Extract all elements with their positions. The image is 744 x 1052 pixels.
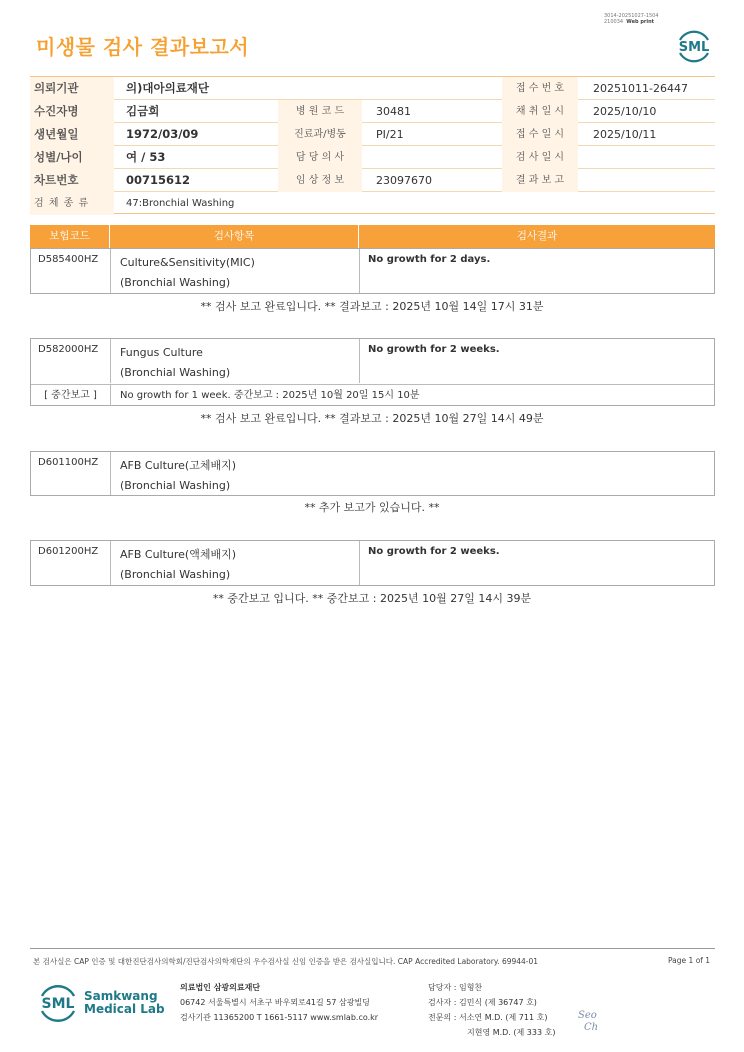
logo-text: SML: [678, 40, 710, 55]
info-value: 2025/10/11: [593, 128, 657, 141]
test-item-name: Culture&Sensitivity(MIC): [120, 256, 255, 269]
print-meta-line1: 3014-20251027-1504: [604, 13, 659, 19]
patient-info-table: [30, 76, 715, 214]
test-code: D585400HZ: [38, 254, 99, 265]
test-item-specimen: (Bronchial Washing): [120, 276, 231, 289]
info-value: 30481: [376, 105, 411, 118]
staff-specialist-2: 지현영 M.D. (제 333 호): [467, 1028, 556, 1037]
org-name: 의료법인 삼광의료재단: [180, 983, 261, 992]
test-status: ** 검사 보고 완료입니다. ** 결과보고 : 2025년 10월 27일 14시 49분: [200, 412, 544, 425]
results-header: [30, 225, 715, 248]
test-item: [120, 253, 255, 293]
footer-logo-text: SML: [41, 996, 75, 1012]
info-value: 여 / 53: [126, 150, 166, 164]
interim-label: [ 중간보고 ]: [44, 390, 97, 401]
info-value: 2025/10/10: [593, 105, 657, 118]
info-value: 1972/03/09: [126, 127, 199, 141]
info-value: 20251011-26447: [593, 82, 688, 95]
staff-info: [428, 980, 555, 1040]
test-item-specimen: (Bronchial Washing): [120, 568, 231, 581]
test-item-name: AFB Culture(고체배지): [120, 459, 237, 472]
test-result: No growth for 2 days.: [368, 254, 491, 265]
test-block: [30, 451, 715, 496]
info-label: 접 수 일 시: [502, 123, 578, 146]
test-status: ** 추가 보고가 있습니다. **: [304, 501, 440, 514]
staff-tester: 검사자 : 김민식 (제 36747 호): [428, 998, 537, 1007]
test-item: [120, 456, 236, 496]
info-value: 00715612: [126, 173, 191, 187]
specimen-value: 47:Bronchial Washing: [126, 198, 235, 209]
staff-specialist: 전문의 : 서소연 M.D. (제 711 호): [428, 1013, 548, 1022]
test-code: D601100HZ: [38, 457, 99, 468]
info-row: [30, 146, 715, 169]
staff-manager: 담당자 : 임형찬: [428, 983, 483, 992]
test-item-specimen: (Bronchial Washing): [120, 479, 231, 492]
test-code: D601200HZ: [38, 546, 99, 557]
info-label: 의뢰기관: [30, 77, 114, 100]
test-item-name: Fungus Culture: [120, 346, 203, 359]
interim-text: No growth for 1 week. 중간보고 : 2025년 10월 20일 15시 10분: [120, 390, 420, 401]
sml-footer-logo-icon: [36, 981, 80, 1025]
page-title: 미생물 검사 결과보고서: [36, 35, 250, 59]
brand-name: [84, 990, 165, 1016]
brand-line2: Medical Lab: [84, 1002, 165, 1016]
info-row: [30, 100, 715, 123]
footer-divider: [30, 948, 715, 949]
info-value: PI/21: [376, 128, 404, 141]
header-item: 검사항목: [213, 230, 255, 242]
info-row: [30, 77, 715, 100]
test-item-specimen: (Bronchial Washing): [120, 366, 231, 379]
print-meta-mode: Web print: [626, 19, 655, 25]
test-result: No growth for 2 weeks.: [368, 546, 500, 557]
test-item: [120, 545, 236, 585]
specimen-label: 검 체 종 류: [30, 192, 114, 215]
info-label: 수진자명: [30, 100, 114, 123]
info-value: 김금희: [126, 104, 160, 118]
certification-note: 본 검사실은 CAP 인증 및 대한진단검사의학회/진단검사의학재단의 우수검사실 신임 인증을 받은 검사실입니다. CAP Accredited Laboratory. 69944-01: [33, 957, 539, 966]
info-label: 검 사 일 시: [502, 146, 578, 169]
info-label: 담 당 의 사: [278, 146, 362, 169]
test-status: ** 검사 보고 완료입니다. ** 결과보고 : 2025년 10월 14일 17시 31분: [200, 300, 544, 313]
test-block: [30, 248, 715, 294]
organization-info: [180, 980, 378, 1025]
test-block: [30, 338, 715, 406]
test-code: D582000HZ: [38, 344, 99, 355]
info-label: 생년월일: [30, 123, 114, 146]
info-value: 의)대아의료재단: [126, 81, 210, 95]
interim-row: [31, 384, 714, 406]
info-row-specimen: [30, 192, 715, 214]
info-label: 채 취 일 시: [502, 100, 578, 123]
print-meta-id: 210034: [604, 19, 624, 25]
signature-1: Seo: [578, 1010, 597, 1021]
test-status: ** 중간보고 입니다. ** 중간보고 : 2025년 10월 27일 14시 39분: [212, 592, 532, 605]
header-result: 검사결과: [516, 230, 558, 242]
brand-line1: Samkwang: [84, 989, 158, 1003]
info-label: 결 과 보 고: [502, 169, 578, 192]
signature: [578, 1010, 598, 1034]
info-label: 성별/나이: [30, 146, 114, 169]
print-meta: [604, 13, 704, 25]
signature-2: Ch: [584, 1022, 599, 1033]
org-contact: 검사기관 11365200 T 1661-5117 www.smlab.co.kr: [180, 1013, 379, 1022]
sml-logo-icon: [674, 26, 714, 66]
info-label: 접 수 번 호: [502, 77, 578, 100]
info-label: 병 원 코 드: [278, 100, 362, 123]
info-row: [30, 123, 715, 146]
org-address: 06742 서울특별시 서초구 바우뫼로41길 57 삼광빌딩: [180, 998, 370, 1007]
header-code: 보험코드: [49, 230, 90, 242]
info-label: 차트번호: [30, 169, 114, 192]
info-label: 진료과/병동: [278, 123, 362, 146]
info-label: 임 상 정 보: [278, 169, 362, 192]
info-value: 23097670: [376, 174, 432, 187]
test-item-name: AFB Culture(액체배지): [120, 548, 237, 561]
test-block: [30, 540, 715, 586]
test-result: No growth for 2 weeks.: [368, 344, 500, 355]
page-number: Page 1 of 1: [668, 956, 711, 965]
test-item: [120, 343, 230, 383]
info-row: [30, 169, 715, 192]
